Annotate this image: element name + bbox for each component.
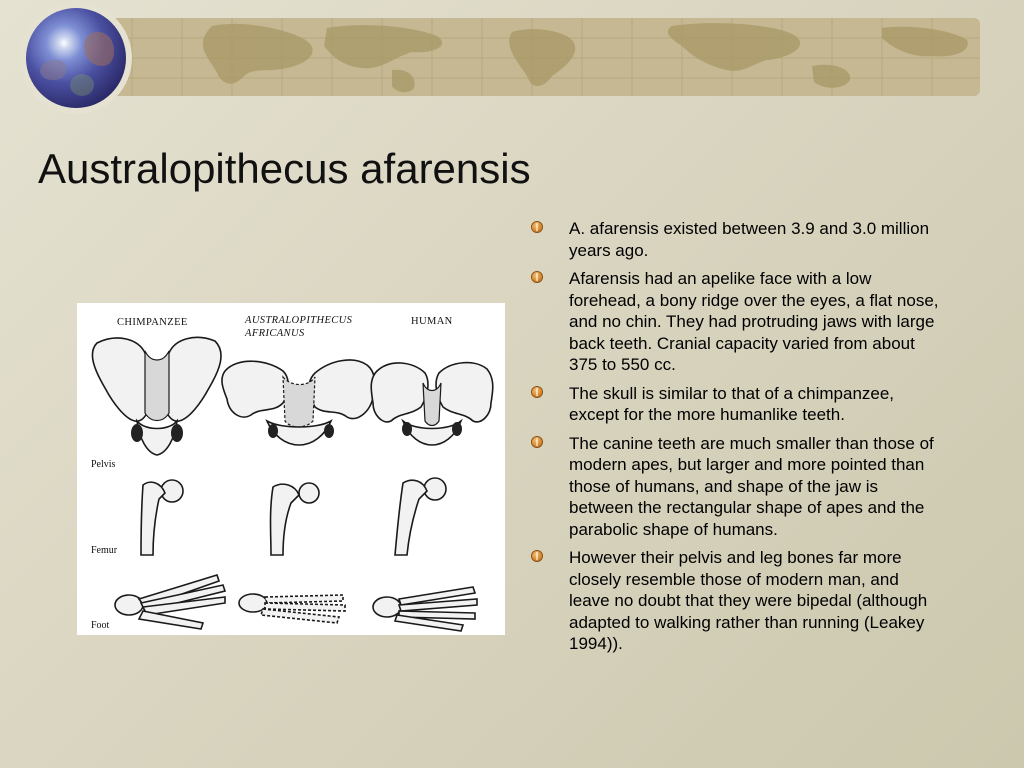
australopithecus-pelvis [222,360,375,445]
label-chimpanzee: CHIMPANZEE [117,317,188,328]
label-africanus: AFRICANUS [245,328,305,339]
bullet-text: The skull is similar to that of a chimpanzee, except for the more humanlike teeth. [569,383,895,424]
chimpanzee-femur [141,480,183,555]
bullet-icon [532,551,542,561]
human-foot [373,587,477,631]
bullet-text: Afarensis had an apelike face with a low forehead, a bony ridge over the eyes, a flat nose, and no chin. They had protruding jaws with large back teeth. Cranial capacity varied from about 375 to 550 cc. [569,269,939,374]
bullet-item [532,218,942,261]
bullet-item [532,383,942,426]
bullet-text: The canine teeth are much smaller than those of modern apes, but larger and more pointed than those of humans, and shape of the jaw is between the rectangular shape of apes and the parabolic shape of humans. [569,433,934,539]
bullet-list [532,218,942,662]
label-human: HUMAN [411,316,453,327]
skeleton-comparison-figure [77,303,505,635]
label-australopithecus: AUSTRALOPITHECUS [245,315,353,326]
human-pelvis [371,363,493,445]
header-map-band [92,18,980,96]
globe-icon [26,8,126,108]
label-femur: Femur [91,545,118,556]
bullet-text: A. afarensis existed between 3.9 and 3.0 million years ago. [569,219,930,260]
bullet-item [532,268,942,376]
skeleton-comparison-illustration [77,303,505,635]
bullet-icon [532,387,542,397]
human-femur [395,478,446,555]
bullet-icon [532,272,542,282]
bullet-item [532,547,942,655]
label-foot: Foot [91,620,110,631]
bullet-icon [532,437,542,447]
australopithecus-foot [239,594,345,623]
slide-title: Australopithecus afarensis [38,145,531,192]
chimpanzee-foot [115,575,225,629]
bullet-text: However their pelvis and leg bones far more closely resemble those of modern man, and leave no doubt that they were bipedal (although adapted to walking rather than running (Leakey 1994)). [569,548,928,653]
bullet-item [532,433,942,541]
chimpanzee-pelvis [92,337,221,455]
bullet-icon [532,222,542,232]
world-map-graphic [92,18,980,96]
australopithecus-femur [271,483,320,555]
label-pelvis: Pelvis [91,459,116,470]
